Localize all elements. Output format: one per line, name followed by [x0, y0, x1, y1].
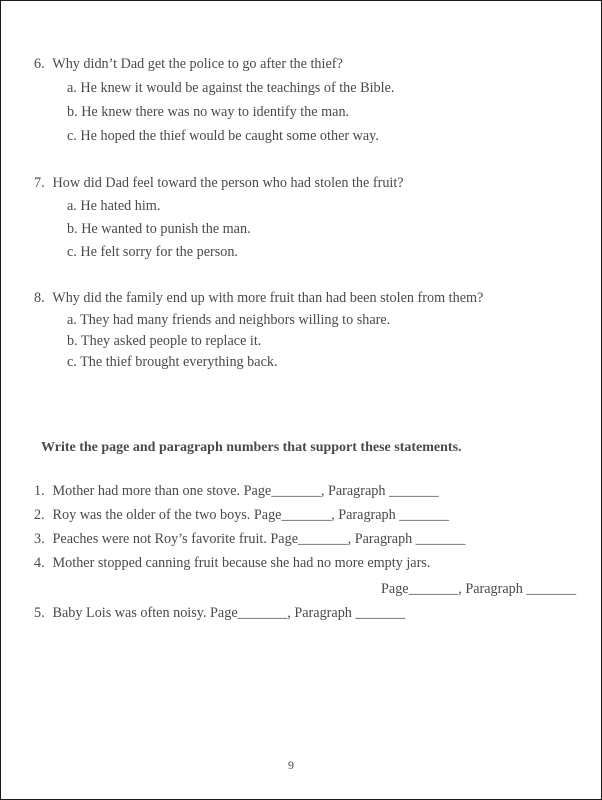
statement-text: Roy was the older of the two boys. Page_______, Paragraph _______: [52, 507, 449, 523]
page-number: 9: [288, 758, 294, 772]
question-number: 7.: [34, 175, 45, 191]
statement-text: Baby Lois was often noisy. Page_______, Paragraph _______: [52, 605, 406, 621]
question-8: [34, 291, 483, 305]
statement-5: [34, 606, 405, 620]
question-6-option-a: a. He knew it would be against the teachings of the Bible.: [67, 80, 395, 96]
question-7-option-a: a. He hated him.: [67, 198, 161, 214]
statement-number: 1.: [34, 483, 45, 499]
question-number: 6.: [34, 56, 45, 72]
statement-3: [34, 532, 465, 546]
statement-4-answer-blanks: Page_______, Paragraph _______: [381, 581, 577, 597]
statement-number: 4.: [34, 555, 45, 571]
question-6-option-c: c. He hoped the thief would be caught some other way.: [67, 128, 379, 144]
statement-text: Mother had more than one stove. Page_______, Paragraph _______: [52, 483, 439, 499]
statement-number: 3.: [34, 531, 45, 547]
statement-number: 2.: [34, 507, 45, 523]
statement-text: Mother stopped canning fruit because she had no more empty jars.: [52, 555, 431, 571]
statement-number: 5.: [34, 605, 45, 621]
question-6-option-b: b. He knew there was no way to identify the man.: [67, 104, 350, 120]
question-6: [34, 57, 343, 71]
question-text: Why did the family end up with more fruit than had been stolen from them?: [52, 290, 484, 306]
question-8-option-a: a. They had many friends and neighbors willing to share.: [67, 312, 391, 328]
question-number: 8.: [34, 290, 45, 306]
section-heading: Write the page and paragraph numbers that support these statements.: [41, 440, 462, 455]
statement-2: [34, 508, 449, 522]
statement-4: [34, 556, 430, 570]
statement-text: Peaches were not Roy’s favorite fruit. Page_______, Paragraph _______: [52, 531, 466, 547]
question-8-option-b: b. They asked people to replace it.: [67, 333, 262, 349]
question-7-option-b: b. He wanted to punish the man.: [67, 221, 251, 237]
statement-1: [34, 484, 439, 498]
question-8-option-c: c. The thief brought everything back.: [67, 354, 278, 370]
question-7-option-c: c. He felt sorry for the person.: [67, 244, 238, 260]
question-7: [34, 176, 404, 190]
question-text: How did Dad feel toward the person who had stolen the fruit?: [52, 175, 404, 191]
question-text: Why didn’t Dad get the police to go after the thief?: [52, 56, 343, 72]
